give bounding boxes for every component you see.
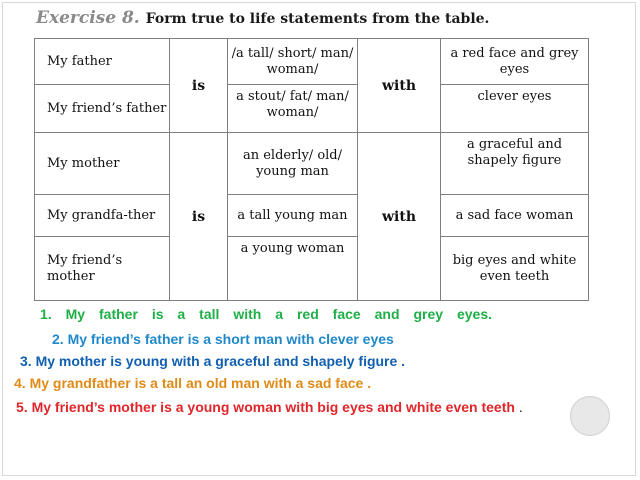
statement-5-text: 5. My friend’s mother is a young woman with big eyes and white even teeth [16,399,515,415]
feature-cell: a graceful and shapely figure [441,133,589,195]
preposition-cell: with [358,39,441,133]
subject-cell: My grandfa-ther [35,195,170,237]
exercise-instruction: Form true to life statements from the table. [145,11,490,27]
feature-cell: a sad face woman [441,195,589,237]
subject-cell: My friend’s mother [35,237,170,301]
description-cell: an elderly/ old/ young man [228,133,358,195]
slide-title [36,8,489,30]
feature-cell: big eyes and white even teeth [441,237,589,301]
statement-5 [16,398,556,416]
statement-5-period: . [518,399,523,415]
feature-cell: a red face and grey eyes [441,39,589,85]
word-table [34,38,589,301]
statement-2: 2. My friend’s father is a short man with clever eyes [52,331,394,347]
decorative-circle [570,396,610,436]
subject-cell: My father [35,39,170,85]
statement-4: 4. My grandfather is a tall an old man with a sad face . [14,375,372,391]
verb-cell: is [170,39,228,133]
subject-cell: My mother [35,133,170,195]
feature-cell: clever eyes [441,85,589,133]
preposition-cell: with [358,133,441,301]
description-cell: a stout/ fat/ man/ woman/ [228,85,358,133]
statement-1: 1. My father is a tall with a red face and grey eyes. [40,306,492,322]
subject-cell: My friend’s father [35,85,170,133]
description-cell: /a tall/ short/ man/ woman/ [228,39,358,85]
description-cell: a tall young man [228,195,358,237]
description-cell: a young woman [228,237,358,301]
statement-3: 3. My mother is young with a graceful and shapely figure . [20,353,406,369]
verb-cell: is [170,133,228,301]
exercise-number: Exercise 8. [36,8,140,28]
